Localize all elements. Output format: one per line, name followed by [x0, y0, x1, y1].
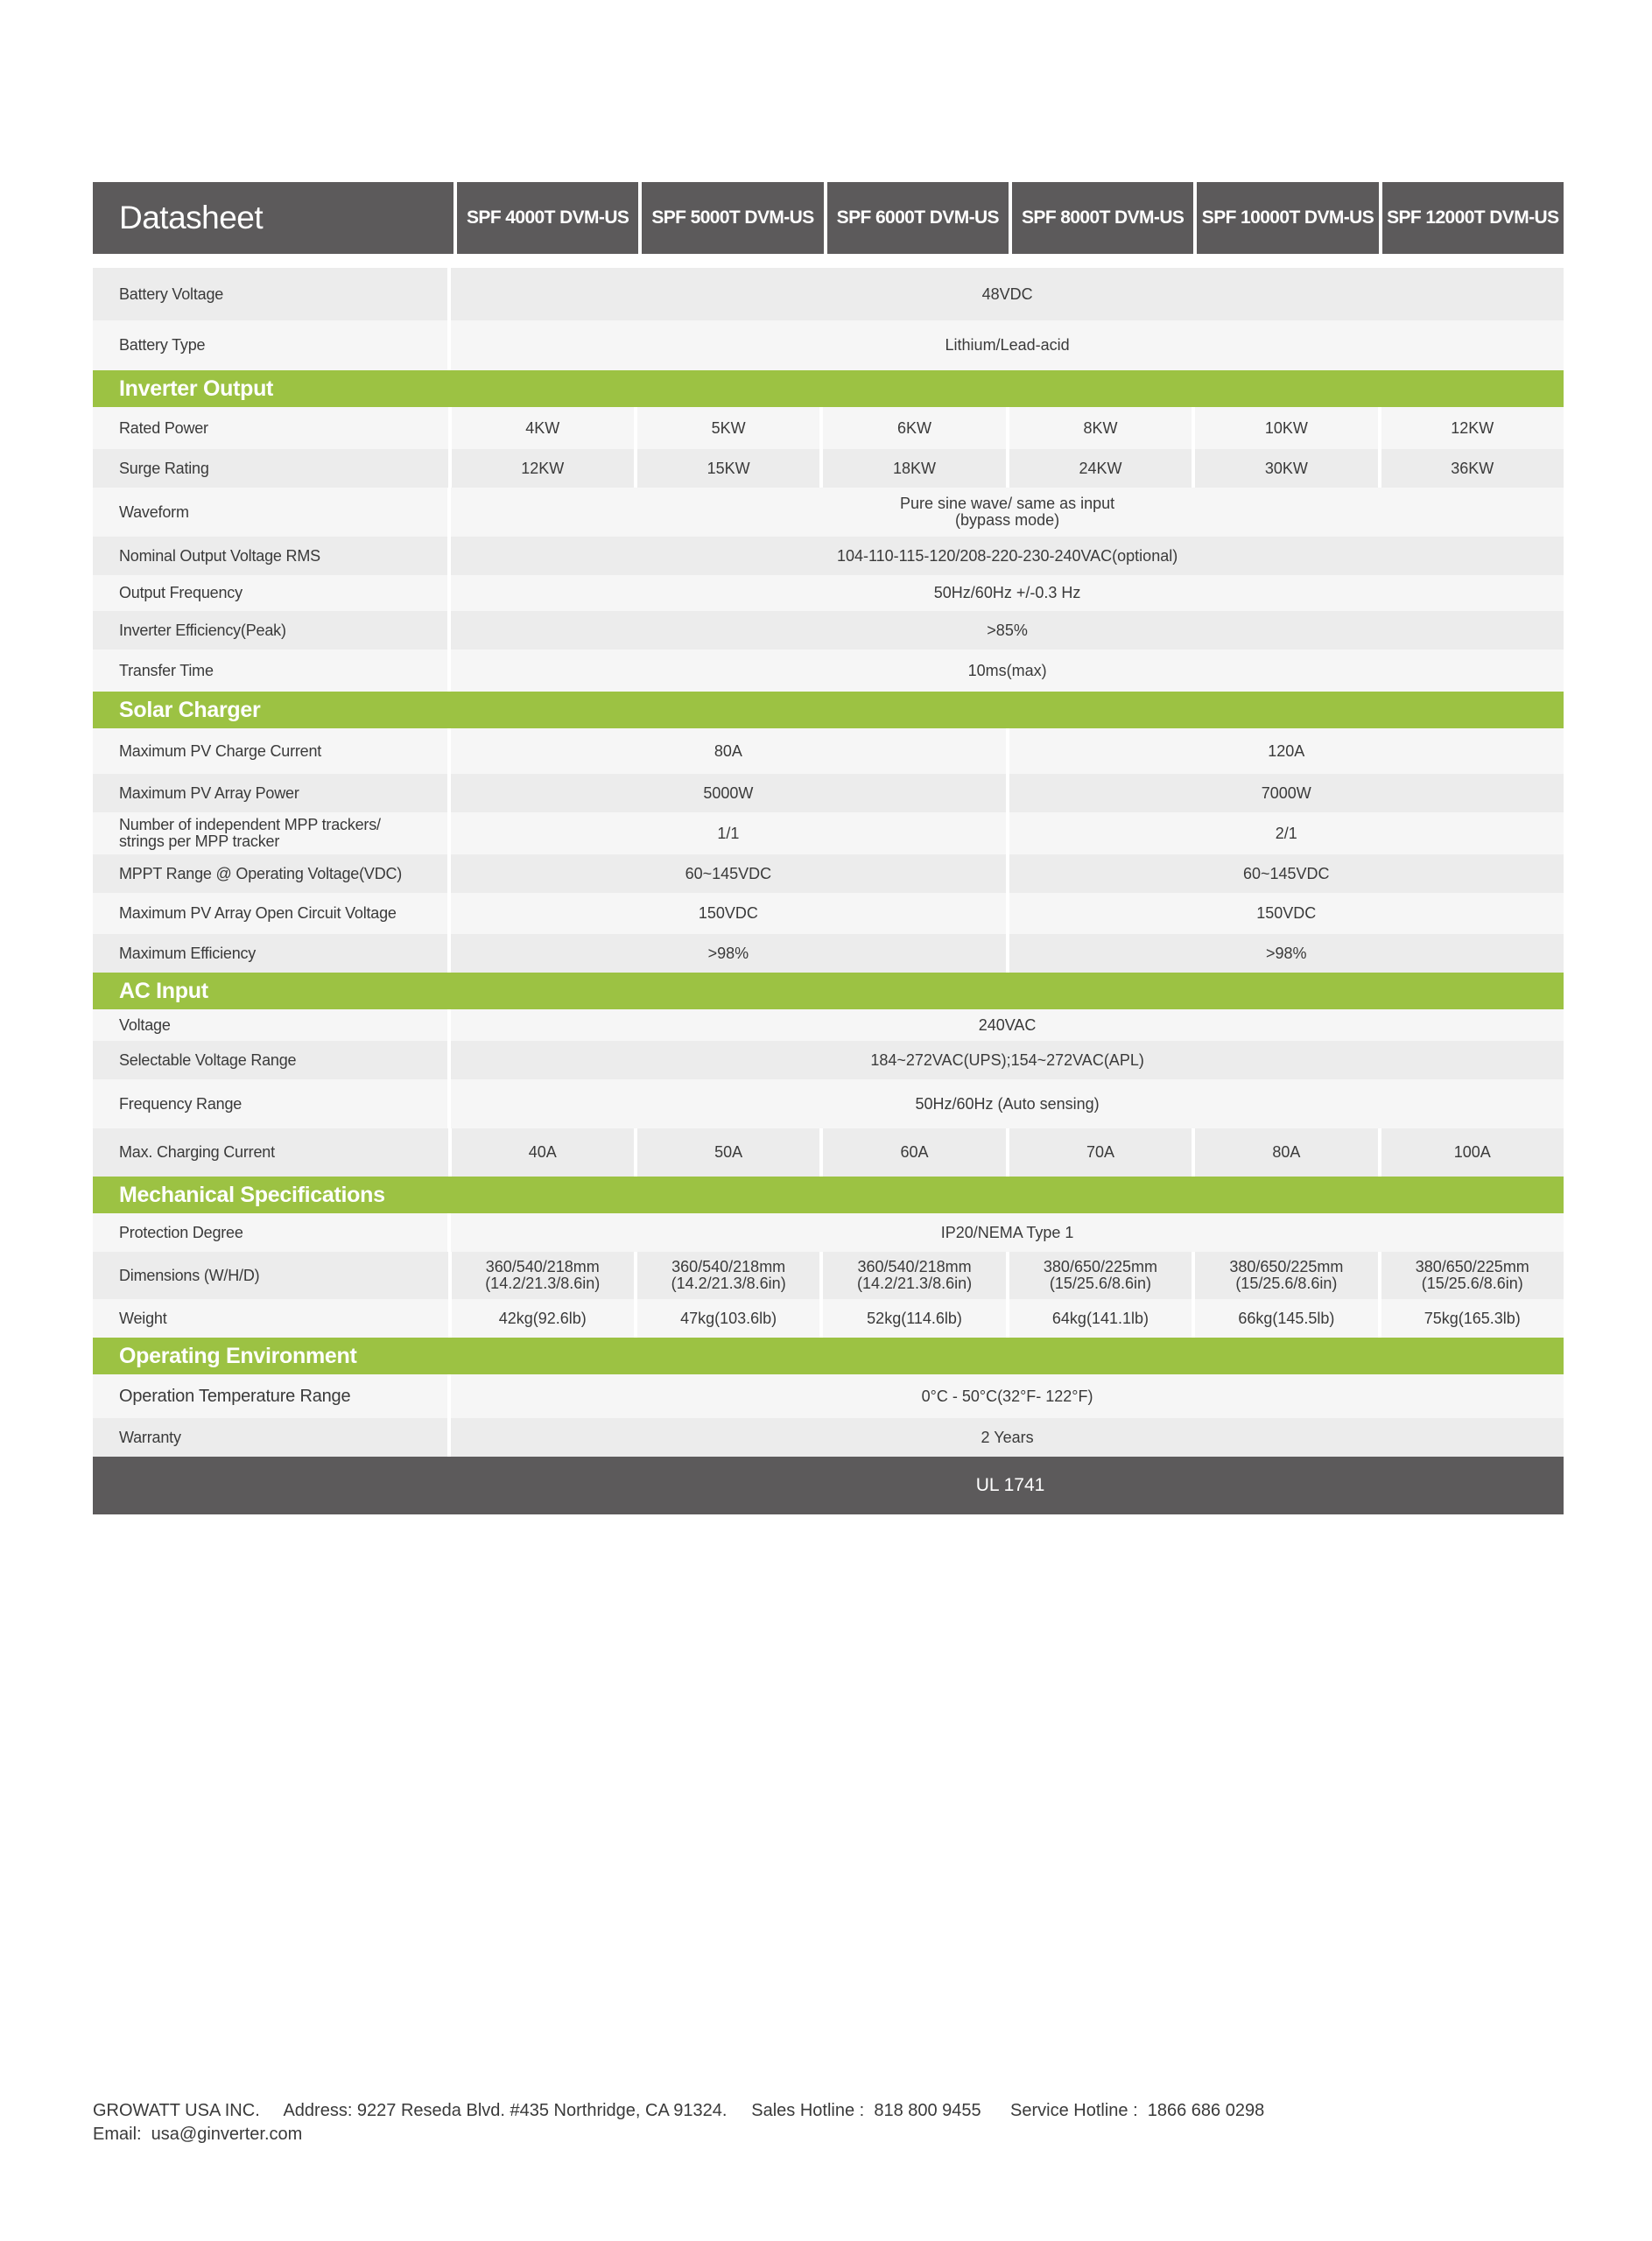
footer-line-2: [93, 2123, 1581, 2146]
spec-row-voltage-range: [93, 1041, 1564, 1079]
spec-value: 5KW: [637, 407, 819, 449]
spec-row-warranty: [93, 1418, 1564, 1457]
spec-value: 12KW: [1381, 407, 1564, 449]
spec-label: Protection Degree: [93, 1213, 447, 1252]
spec-value: 24KW: [1009, 449, 1192, 488]
section-ac-input: AC Input: [93, 973, 1564, 1009]
spec-value: 30KW: [1195, 449, 1377, 488]
datasheet-table: [93, 182, 1564, 1514]
spec-label: Maximum PV Charge Current: [93, 728, 447, 774]
spec-value: 48VDC: [451, 268, 1564, 320]
spec-row-protection-degree: [93, 1213, 1564, 1252]
certification-bar: [93, 1457, 1564, 1514]
spec-label: Output Frequency: [93, 575, 447, 611]
spec-label: Battery Type: [93, 320, 447, 370]
spec-label: MPPT Range @ Operating Voltage(VDC): [93, 854, 447, 893]
spec-value: 50Hz/60Hz (Auto sensing): [451, 1079, 1564, 1128]
certification-value: UL 1741: [975, 1475, 1045, 1495]
spec-value: 6KW: [823, 407, 1005, 449]
spec-label-line: Number of independent MPP trackers/: [119, 816, 381, 833]
model-header: SPF 10000T DVM-US: [1197, 182, 1378, 254]
section-inverter-output: Inverter Output: [93, 370, 1564, 407]
spec-value: 40A: [452, 1128, 634, 1177]
spec-row-battery-voltage: [93, 268, 1564, 320]
spec-value: 60~145VDC: [1009, 854, 1564, 893]
spec-row-battery-type: [93, 320, 1564, 370]
spec-label-line: strings per MPP tracker: [119, 832, 280, 850]
company-address: Address: 9227 Reseda Blvd. #435 Northridge, CA 91324.: [283, 2101, 728, 2120]
spec-value: 240VAC: [451, 1009, 1564, 1041]
spec-row-dimensions: [93, 1252, 1564, 1299]
spec-label: Maximum PV Array Power: [93, 774, 447, 812]
spec-value-line: 380/650/225mm: [1043, 1258, 1157, 1275]
spec-label: Dimensions (W/H/D): [93, 1252, 448, 1299]
spec-row-max-efficiency: [93, 934, 1564, 973]
spec-value-line: (14.2/21.3/8.6in): [485, 1275, 601, 1292]
spec-value: 10KW: [1195, 407, 1377, 449]
spec-value: IP20/NEMA Type 1: [451, 1213, 1564, 1252]
spec-value: 150VDC: [451, 893, 1005, 934]
spec-label: Battery Voltage: [93, 268, 447, 320]
spec-value-line: (bypass mode): [955, 511, 1060, 529]
spec-label: Max. Charging Current: [93, 1128, 448, 1177]
spec-value: 4KW: [452, 407, 634, 449]
spec-label: Inverter Efficiency(Peak): [93, 611, 447, 650]
spec-value: Lithium/Lead-acid: [451, 320, 1564, 370]
spec-value: 0°C - 50°C(32°F- 122°F): [451, 1374, 1564, 1418]
model-header: SPF 8000T DVM-US: [1012, 182, 1193, 254]
spec-value: 66kg(145.5lb): [1195, 1299, 1377, 1338]
spec-value-line: (14.2/21.3/8.6in): [671, 1275, 786, 1292]
spec-value: >98%: [1009, 934, 1564, 973]
spec-row-mppt-range: [93, 854, 1564, 893]
spec-value: [823, 1252, 1005, 1299]
spec-label: [93, 812, 447, 854]
spec-value: 52kg(114.6lb): [823, 1299, 1005, 1338]
footer-line-1: [93, 2099, 1581, 2123]
spec-row-ac-voltage: [93, 1009, 1564, 1041]
spec-row-open-circuit-voltage: [93, 893, 1564, 934]
spec-label: Warranty: [93, 1418, 447, 1457]
footer-contact: [93, 2099, 1581, 2146]
company-name: GROWATT USA INC.: [93, 2101, 260, 2120]
spec-row-weight: [93, 1299, 1564, 1338]
model-header: SPF 12000T DVM-US: [1382, 182, 1564, 254]
spec-value: >85%: [451, 611, 1564, 650]
spec-value: [452, 1252, 634, 1299]
spec-row-inverter-efficiency: [93, 611, 1564, 650]
spec-row-temperature-range: [93, 1374, 1564, 1418]
spec-value-line: 360/540/218mm: [671, 1258, 786, 1275]
spec-value-line: Pure sine wave/ same as input: [900, 495, 1115, 512]
spec-value: [1009, 1252, 1192, 1299]
spec-label: Operation Temperature Range: [93, 1374, 447, 1418]
spec-row-surge-rating: [93, 449, 1564, 488]
spec-value: 120A: [1009, 728, 1564, 774]
contact-email: Email: usa@ginverter.com: [93, 2125, 303, 2144]
spec-value-line: (15/25.6/8.6in): [1421, 1275, 1523, 1292]
spec-value-line: (15/25.6/8.6in): [1235, 1275, 1338, 1292]
spec-value-line: 360/540/218mm: [485, 1258, 600, 1275]
spec-value: 7000W: [1009, 774, 1564, 812]
spec-value: >98%: [451, 934, 1005, 973]
spec-label: Nominal Output Voltage RMS: [93, 537, 447, 575]
spec-value-line: (15/25.6/8.6in): [1049, 1275, 1151, 1292]
spec-value: 1/1: [451, 812, 1005, 854]
service-hotline: Service Hotline : 1866 686 0298: [1010, 2101, 1265, 2120]
spec-row-output-frequency: [93, 575, 1564, 611]
section-solar-charger: Solar Charger: [93, 692, 1564, 728]
section-mechanical: Mechanical Specifications: [93, 1177, 1564, 1213]
spec-value: 2/1: [1009, 812, 1564, 854]
spec-value: 75kg(165.3lb): [1381, 1299, 1564, 1338]
spec-label: Maximum Efficiency: [93, 934, 447, 973]
spec-value: 15KW: [637, 449, 819, 488]
spec-value: 100A: [1381, 1128, 1564, 1177]
spec-value-line: 380/650/225mm: [1415, 1258, 1529, 1275]
spec-value: 36KW: [1381, 449, 1564, 488]
spec-value: [637, 1252, 819, 1299]
spec-row-nominal-voltage: [93, 537, 1564, 575]
spec-value: 150VDC: [1009, 893, 1564, 934]
sales-hotline: Sales Hotline : 818 800 9455: [751, 2101, 981, 2120]
spec-value: 80A: [451, 728, 1005, 774]
spec-row-mpp-trackers: [93, 812, 1564, 854]
spec-value: 64kg(141.1lb): [1009, 1299, 1192, 1338]
spec-value: 2 Years: [451, 1418, 1564, 1457]
model-header: SPF 4000T DVM-US: [457, 182, 638, 254]
spec-label: Frequency Range: [93, 1079, 447, 1128]
spec-label: Maximum PV Array Open Circuit Voltage: [93, 893, 447, 934]
spec-row-rated-power: [93, 407, 1564, 449]
spec-label: Rated Power: [93, 407, 448, 449]
spec-value: [451, 488, 1564, 537]
spec-value: 8KW: [1009, 407, 1192, 449]
spec-label: Selectable Voltage Range: [93, 1041, 447, 1079]
table-header: [93, 182, 1564, 254]
spec-row-pv-array-power: [93, 774, 1564, 812]
spec-row-charging-current: [93, 1128, 1564, 1177]
spec-row-pv-charge-current: [93, 728, 1564, 774]
spec-row-transfer-time: [93, 650, 1564, 692]
spec-value: 10ms(max): [451, 650, 1564, 692]
spec-value: 42kg(92.6lb): [452, 1299, 634, 1338]
spec-value: 47kg(103.6lb): [637, 1299, 819, 1338]
section-operating-environment: Operating Environment: [93, 1338, 1564, 1374]
spec-value: 50Hz/60Hz +/-0.3 Hz: [451, 575, 1564, 611]
spec-row-waveform: [93, 488, 1564, 537]
spec-value: 60A: [823, 1128, 1005, 1177]
spec-label: Weight: [93, 1299, 448, 1338]
spec-value: 12KW: [452, 449, 634, 488]
spec-row-frequency-range: [93, 1079, 1564, 1128]
model-header: SPF 6000T DVM-US: [827, 182, 1009, 254]
spec-label: Waveform: [93, 488, 447, 537]
spec-value: 80A: [1195, 1128, 1377, 1177]
datasheet-title: Datasheet: [93, 182, 453, 254]
spec-value: 184~272VAC(UPS);154~272VAC(APL): [451, 1041, 1564, 1079]
spec-value: 60~145VDC: [451, 854, 1005, 893]
spec-label: Transfer Time: [93, 650, 447, 692]
spec-value-line: 360/540/218mm: [857, 1258, 972, 1275]
spec-label: Surge Rating: [93, 449, 448, 488]
spec-value: [1381, 1252, 1564, 1299]
spec-value: [1195, 1252, 1377, 1299]
model-header: SPF 5000T DVM-US: [642, 182, 823, 254]
spec-value: 18KW: [823, 449, 1005, 488]
spec-value: 5000W: [451, 774, 1005, 812]
spec-value-line: (14.2/21.3/8.6in): [857, 1275, 973, 1292]
spec-label: Voltage: [93, 1009, 447, 1041]
spec-value: 104-110-115-120/208-220-230-240VAC(optional): [451, 537, 1564, 575]
spec-value: 70A: [1009, 1128, 1192, 1177]
spec-value: 50A: [637, 1128, 819, 1177]
spec-value-line: 380/650/225mm: [1229, 1258, 1344, 1275]
